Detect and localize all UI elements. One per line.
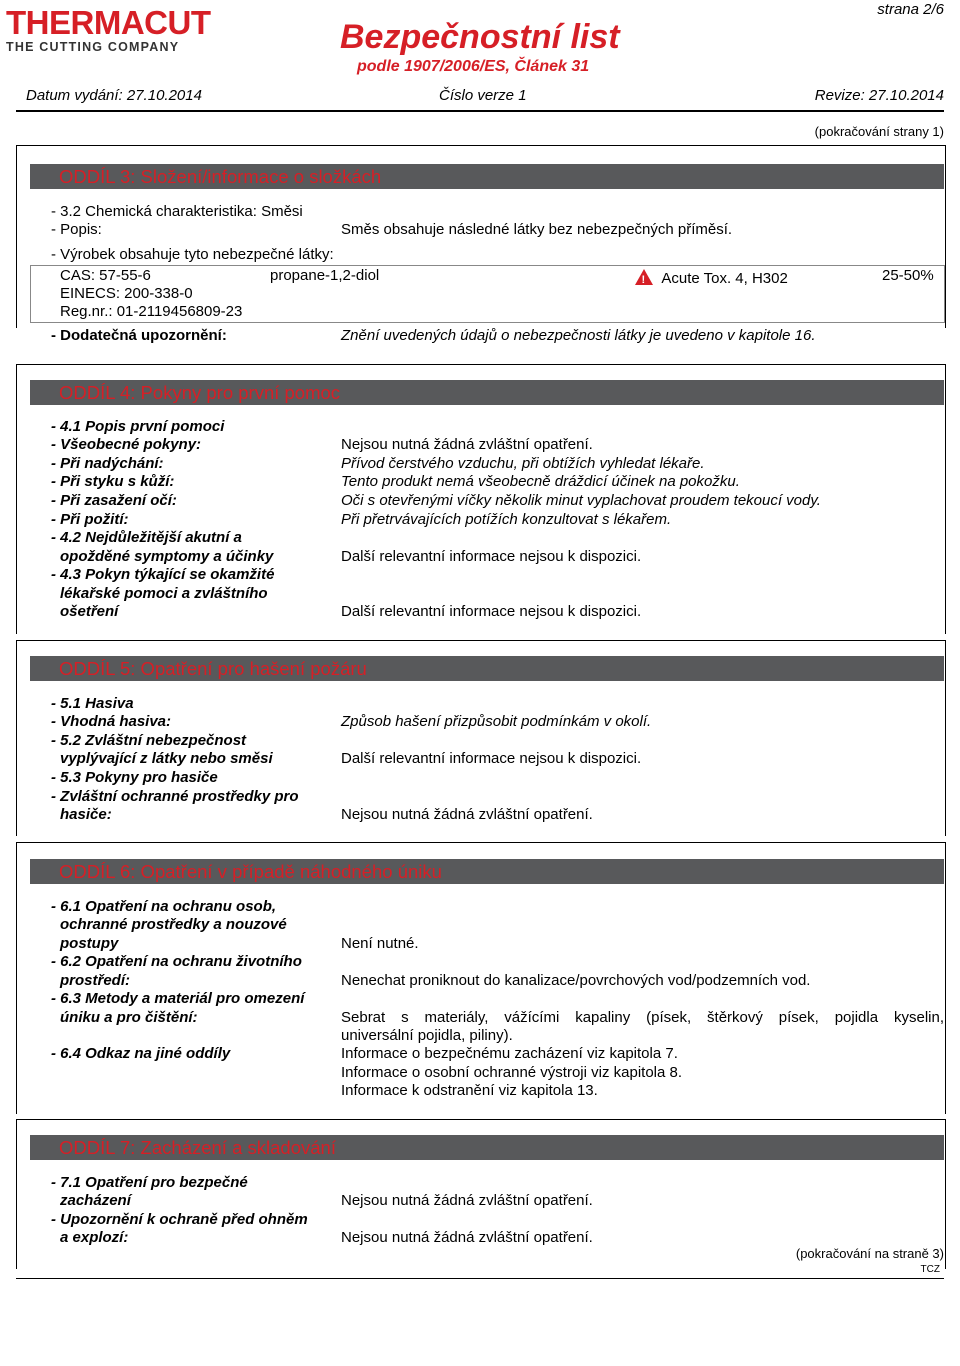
section-6-title: ODDÍL 6: Opatření v případě náhodného úniku (30, 859, 944, 884)
s7-value-71: Nejsou nutná žádná zvláštní opatření. (341, 1192, 593, 1209)
continued-from: (pokračování strany 1) (814, 124, 944, 139)
s5-label-ppe-line1: - Zvláštní ochranné prostředky pro (51, 788, 299, 805)
s3-row-1: - 3.2 Chemická charakteristika: Směsi (51, 203, 303, 220)
revision-date: Revize: 27.10.2014 (814, 87, 944, 104)
s4-label-42-line1: - 4.2 Nejdůležitější akutní a (51, 529, 242, 546)
s7-label-71-line1: - 7.1 Opatření pro bezpečné (51, 1174, 248, 1191)
continued-to: (pokračování na straně 3) (795, 1246, 944, 1261)
logo-tagline: THE CUTTING COMPANY (6, 40, 180, 54)
s7-label-fire-line1: - Upozornění k ochraně před ohněm (51, 1211, 308, 1228)
s3-label-notes: - Dodatečná upozornění: (51, 327, 227, 344)
section-7-title: ODDÍL 7: Zacházení a skladování (30, 1135, 944, 1160)
s7-value-fire: Nejsou nutná žádná zvláštní opatření. (341, 1229, 593, 1246)
s6-value-64-line3: Informace k odstranění viz kapitola 13. (341, 1082, 598, 1099)
section-5-title: ODDÍL 5: Opatření pro hašení požáru (30, 656, 944, 681)
s4-label-eyes: - Při zasažení očí: (51, 492, 177, 509)
s3-row-3: - Výrobek obsahuje tyto nebezpečné látky: (51, 246, 334, 263)
s3-value-notes: Znění uvedených údajů o nebezpečnosti látky je uvedeno v kapitole 16. (341, 327, 816, 344)
s7-label-71-line2: zacházení (60, 1192, 131, 1209)
s6-label-61-line3: postupy (60, 935, 119, 952)
s4-label-43-line1: - 4.3 Pokyn týkající se okamžité (51, 566, 275, 583)
component-name: propane-1,2-diol (270, 267, 380, 284)
s3-value-popis: Směs obsahuje následné látky bez nebezpečných příměsí. (341, 221, 733, 238)
s6-value-63-line1: Sebrat s materiály, vážícími kapaliny (písek, štěrkový písek, pojidla kyselin, (341, 1009, 944, 1026)
s3-label-popis: - Popis: (51, 221, 102, 238)
s5-label-52-line2: vyplývající z látky nebo směsi (60, 750, 273, 767)
s5-value-ppe: Nejsou nutná žádná zvláštní opatření. (341, 806, 593, 823)
s4-label-ingestion: - Při požití: (51, 511, 129, 528)
s6-label-63-line2: úniku a pro čištění: (60, 1009, 198, 1026)
section-4-title: ODDÍL 4: Pokyny pro první pomoc (30, 380, 944, 405)
component-hazard (635, 269, 788, 289)
s5-label-media: - Vhodná hasiva: (51, 713, 172, 730)
s5-value-52: Další relevantní informace nejsou k dispozici. (341, 750, 642, 767)
company-logo (6, 6, 210, 54)
footer-code: TCZ (920, 1264, 940, 1275)
s4-value-general: Nejsou nutná žádná zvláštní opatření. (341, 436, 593, 453)
component-einecs: EINECS: 200-338-0 (60, 285, 193, 302)
s4-value-42: Další relevantní informace nejsou k dispozici. (341, 548, 642, 565)
s4-row-41: - 4.1 Popis první pomoci (51, 418, 225, 435)
component-row (30, 265, 945, 323)
s5-row-53: - 5.3 Pokyny pro hasiče (51, 769, 218, 786)
component-cas: CAS: 57-55-6 (60, 267, 151, 284)
s4-label-inhalation: - Při nadýchání: (51, 455, 164, 472)
s4-label-43-line2: lékařské pomoci a zvláštního (60, 585, 268, 602)
s4-value-inhalation: Přívod čerstvého vzduchu, při obtížích vyhledat lékaře. (341, 455, 705, 472)
s6-value-64-line2: Informace o osobní ochranné výstroji viz kapitola 8. (341, 1064, 683, 1081)
footer-divider (16, 1278, 944, 1279)
s4-value-eyes: Oči s otevřenými víčky několik minut vyplachovat proudem tekoucí vody. (341, 492, 821, 509)
s7-label-fire-line2: a explozí: (60, 1229, 129, 1246)
s6-label-61-line2: ochranné prostředky a nouzové (60, 916, 287, 933)
warning-icon (635, 269, 653, 285)
s4-label-43-line3: ošetření (60, 603, 119, 620)
s6-label-61-line1: - 6.1 Opatření na ochranu osob, (51, 898, 277, 915)
page-number: strana 2/6 (877, 1, 944, 18)
logo-wordmark: THERMACUT (6, 4, 211, 41)
s6-label-63-line1: - 6.3 Metody a materiál pro omezení (51, 990, 305, 1007)
s4-value-43: Další relevantní informace nejsou k dispozici. (341, 603, 642, 620)
s6-value-63-line2: universální pojidla, piliny). (341, 1027, 513, 1044)
header-meta (26, 87, 944, 107)
header-divider (16, 110, 944, 112)
component-reg: Reg.nr.: 01-2119456809-23 (60, 303, 243, 320)
s4-label-skin: - Při styku s kůží: (51, 473, 175, 490)
s4-label-42-line2: opožděné symptomy a účinky (60, 548, 274, 565)
document-title: Bezpečnostní list (340, 18, 620, 56)
s4-label-general: - Všeobecné pokyny: (51, 436, 202, 453)
s4-value-ingestion: Při přetrvávajících potížích konzultovat s lékařem. (341, 511, 672, 528)
section-3-title: ODDÍL 3: Složení/informace o složkách (30, 164, 944, 189)
issue-date: Datum vydání: 27.10.2014 (26, 87, 202, 104)
s4-value-skin: Tento produkt nemá všeobecně dráždicí účinek na pokožku. (341, 473, 740, 490)
s6-label-62-line1: - 6.2 Opatření na ochranu životního (51, 953, 302, 970)
s6-label-62-line2: prostředí: (60, 972, 131, 989)
s5-value-media: Způsob hašení přizpůsobit podmínkám v okolí. (341, 713, 652, 730)
s6-value-62: Nenechat proniknout do kanalizace/povrchových vod/podzemních vod. (341, 972, 811, 989)
component-concentration: 25-50% (882, 267, 934, 284)
version-number: Číslo verze 1 (439, 87, 527, 104)
s5-label-ppe-line2: hasiče: (60, 806, 112, 823)
hazard-text: Acute Tox. 4, H302 (661, 270, 788, 287)
s5-label-52-line1: - 5.2 Zvláštní nebezpečnost (51, 732, 247, 749)
s6-value-61: Není nutné. (341, 935, 419, 952)
s5-row-51: - 5.1 Hasiva (51, 695, 134, 712)
s6-label-64: - 6.4 Odkaz na jiné oddíly (51, 1045, 231, 1062)
s6-value-64-line1: Informace o bezpečnému zacházení viz kapitola 7. (341, 1045, 678, 1062)
document-subtitle: podle 1907/2006/ES, Článek 31 (357, 58, 590, 75)
